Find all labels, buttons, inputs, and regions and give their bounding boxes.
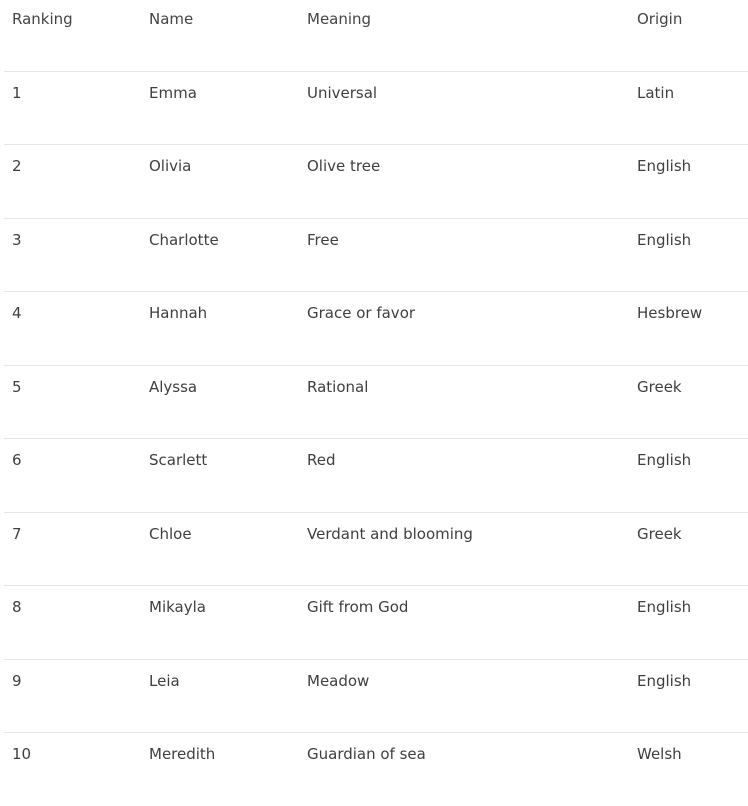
- cell-name: Leia: [141, 659, 299, 733]
- cell-meaning: Grace or favor: [299, 292, 629, 366]
- cell-ranking: 9: [4, 659, 141, 733]
- cell-ranking: 8: [4, 586, 141, 660]
- cell-ranking: 10: [4, 733, 141, 806]
- cell-name: Charlotte: [141, 218, 299, 292]
- header-row: [4, 0, 748, 71]
- cell-meaning: Verdant and blooming: [299, 512, 629, 586]
- cell-origin: English: [629, 145, 748, 219]
- cell-origin: English: [629, 439, 748, 513]
- cell-meaning: Red: [299, 439, 629, 513]
- cell-meaning: Guardian of sea: [299, 733, 629, 806]
- cell-origin: English: [629, 586, 748, 660]
- cell-meaning: Gift from God: [299, 586, 629, 660]
- cell-meaning: Olive tree: [299, 145, 629, 219]
- table-row: [4, 292, 748, 366]
- cell-name: Olivia: [141, 145, 299, 219]
- cell-name: Scarlett: [141, 439, 299, 513]
- table-row: [4, 439, 748, 513]
- table-row: [4, 659, 748, 733]
- cell-ranking: 5: [4, 365, 141, 439]
- cell-origin: Greek: [629, 365, 748, 439]
- header-origin: Origin: [629, 0, 748, 71]
- table-row: [4, 145, 748, 219]
- cell-meaning: Universal: [299, 71, 629, 145]
- cell-meaning: Free: [299, 218, 629, 292]
- table-header: [4, 0, 748, 71]
- cell-ranking: 4: [4, 292, 141, 366]
- cell-ranking: 1: [4, 71, 141, 145]
- cell-ranking: 2: [4, 145, 141, 219]
- cell-origin: English: [629, 659, 748, 733]
- baby-names-table: [4, 0, 748, 806]
- cell-name: Chloe: [141, 512, 299, 586]
- header-ranking: Ranking: [4, 0, 141, 71]
- table-row: [4, 218, 748, 292]
- cell-name: Mikayla: [141, 586, 299, 660]
- cell-name: Meredith: [141, 733, 299, 806]
- table-row: [4, 71, 748, 145]
- table-row: [4, 586, 748, 660]
- cell-ranking: 3: [4, 218, 141, 292]
- cell-origin: Greek: [629, 512, 748, 586]
- cell-ranking: 7: [4, 512, 141, 586]
- cell-origin: Latin: [629, 71, 748, 145]
- cell-name: Emma: [141, 71, 299, 145]
- table-row: [4, 365, 748, 439]
- cell-origin: Hesbrew: [629, 292, 748, 366]
- table-row: [4, 733, 748, 806]
- cell-ranking: 6: [4, 439, 141, 513]
- cell-meaning: Rational: [299, 365, 629, 439]
- cell-name: Alyssa: [141, 365, 299, 439]
- cell-name: Hannah: [141, 292, 299, 366]
- header-name: Name: [141, 0, 299, 71]
- table-body: [4, 71, 748, 806]
- cell-origin: Welsh: [629, 733, 748, 806]
- table-row: [4, 512, 748, 586]
- header-meaning: Meaning: [299, 0, 629, 71]
- cell-origin: English: [629, 218, 748, 292]
- cell-meaning: Meadow: [299, 659, 629, 733]
